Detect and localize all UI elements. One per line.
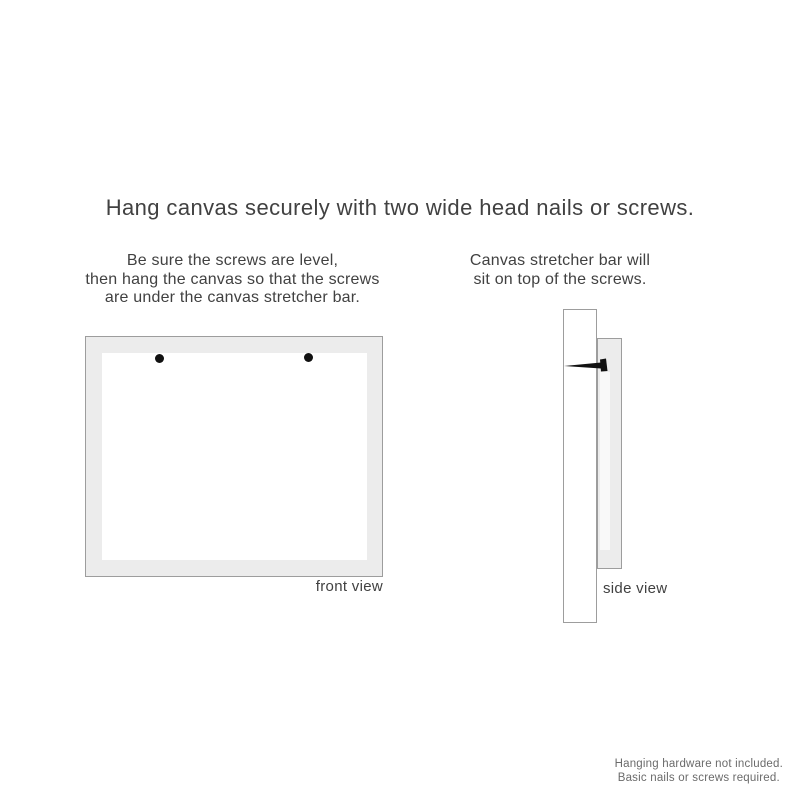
instruction-line: sit on top of the screws. <box>473 270 647 288</box>
instruction-line: are under the canvas stretcher bar. <box>104 289 361 306</box>
page-title: Hang canvas securely with two wide head nails or screws. <box>105 195 695 220</box>
instruction-line: Be sure the screws are level, <box>126 252 339 269</box>
front-view-label: front view <box>315 578 383 595</box>
disclaimer-line: Basic nails or screws required. <box>617 771 780 784</box>
side-view-label: side view <box>603 580 668 597</box>
instruction-line: then hang the canvas so that the screws <box>85 270 380 288</box>
instruction-line: Canvas stretcher bar will <box>469 252 651 269</box>
screw-dot-right-icon <box>304 353 313 362</box>
front-view-instructions <box>80 252 385 308</box>
disclaimer-line: Hanging hardware not included. <box>614 758 783 770</box>
front-view-canvas-frame <box>85 336 383 577</box>
side-view-canvas-inner <box>600 372 610 550</box>
screw-dot-left-icon <box>155 354 164 363</box>
front-view-canvas-face <box>102 353 367 560</box>
nail-icon <box>560 355 612 377</box>
side-view-instructions <box>460 252 660 289</box>
hardware-disclaimer <box>615 758 783 785</box>
